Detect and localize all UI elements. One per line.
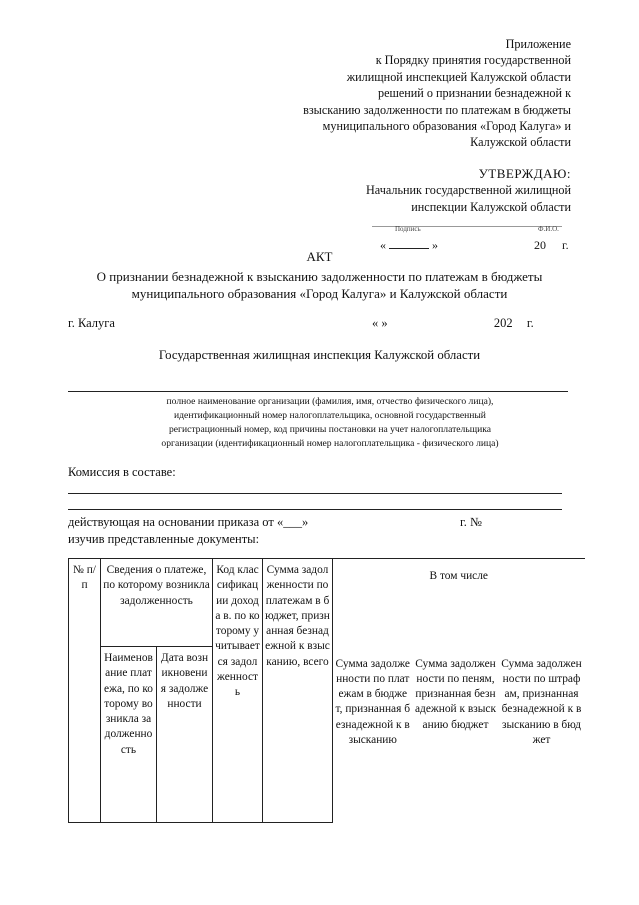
date-open-quote: « <box>380 238 386 252</box>
note-line: идентификационный номер налогоплательщика, основной государственный <box>174 410 486 421</box>
col-including-header: В том числе <box>333 559 585 647</box>
appendix-block <box>241 36 571 151</box>
act-year: 202 <box>493 316 513 330</box>
date-close-quote: » <box>432 238 438 252</box>
signature-caption: Подпись <box>395 225 421 233</box>
col-kbk-header: Код классификации дохода в. по которому учитывается задолженность <box>213 559 263 823</box>
act-title: АКТ <box>306 249 333 264</box>
appendix-line: Калужской области <box>470 135 571 150</box>
debt-table <box>68 558 585 823</box>
name-caption: Ф.И.О. <box>538 225 559 233</box>
approval-heading: УТВЕРЖДАЮ: <box>478 166 571 181</box>
sub-fines-sum-header: Сумма задолженности по пеням, признанная безнадежной к взысканию бюджет <box>414 657 496 731</box>
organization-line <box>68 391 568 392</box>
note-line: полное наименование организации (фамилия, имя, отчество физического лица), <box>166 396 494 407</box>
act-date-quotes: « » <box>372 316 388 330</box>
organization-name: Государственная жилищная инспекция Калужской области <box>158 348 481 362</box>
appendix-line: жилищной инспекцией Калужской области <box>346 69 571 84</box>
commission-line <box>68 493 562 494</box>
commission-line <box>68 509 562 510</box>
acting-year: г. № <box>460 515 482 529</box>
approval-line: Начальник государственной жилищной <box>366 183 571 198</box>
col-number-header: № п/п <box>69 559 101 823</box>
col-total-sum-header: Сумма задолженности по платежам в бюджет, признанная безнадежной к взысканию, всего <box>263 559 333 823</box>
approval-line: инспекции Калужской области <box>411 199 571 214</box>
approval-block <box>271 166 571 215</box>
appendix-line: муниципального образования «Город Калуга» и <box>322 119 571 134</box>
sub-penalties-sum-header: Сумма задолженности по штрафам, признанная безнадежной к взысканию в бюджет <box>501 657 582 746</box>
col-payment-info-header: Сведения о платеже, по которому возникла задолженность <box>101 559 213 647</box>
appendix-line: Приложение <box>505 37 571 51</box>
note-line: организации (идентификационный номер налогоплательщика - физического лица) <box>161 438 499 449</box>
city-label: г. Калуга <box>68 316 115 330</box>
sub-payment-name-header: Наименование платежа, по которому возникла задолженность <box>101 647 157 823</box>
acting-basis: действующая на основании приказа от «___» <box>68 515 309 529</box>
appendix-line: решений о признании безнадежной к <box>377 86 571 101</box>
act-subtitle-line2: муниципального образования «Город Калуга» и Калужской области <box>131 286 508 301</box>
note-line: регистрационный номер, код причины постановки на учет налогоплательщика <box>168 424 491 435</box>
appendix-line: к Порядку принятия государственной <box>375 53 571 68</box>
act-year-suffix: г. <box>526 316 534 330</box>
commission-label: Комиссия в составе: <box>68 465 176 479</box>
act-date <box>372 316 572 331</box>
approval-year-suffix: г. <box>562 238 569 252</box>
sub-debt-sum-header: Сумма задолженности по платежам в бюджет, признанная безнадежной к взысканию <box>335 657 410 746</box>
act-subtitle-line1: О признании безнадежной к взысканию задолженности по платежам в бюджеты <box>96 269 543 284</box>
appendix-line: взысканию задолженности по платежам в бюджеты <box>303 102 571 117</box>
approval-year: 20 <box>534 238 546 252</box>
studied-label: изучив представленные документы: <box>68 532 260 546</box>
sub-debt-date-header: Дата возникновения задолженности <box>157 647 213 823</box>
